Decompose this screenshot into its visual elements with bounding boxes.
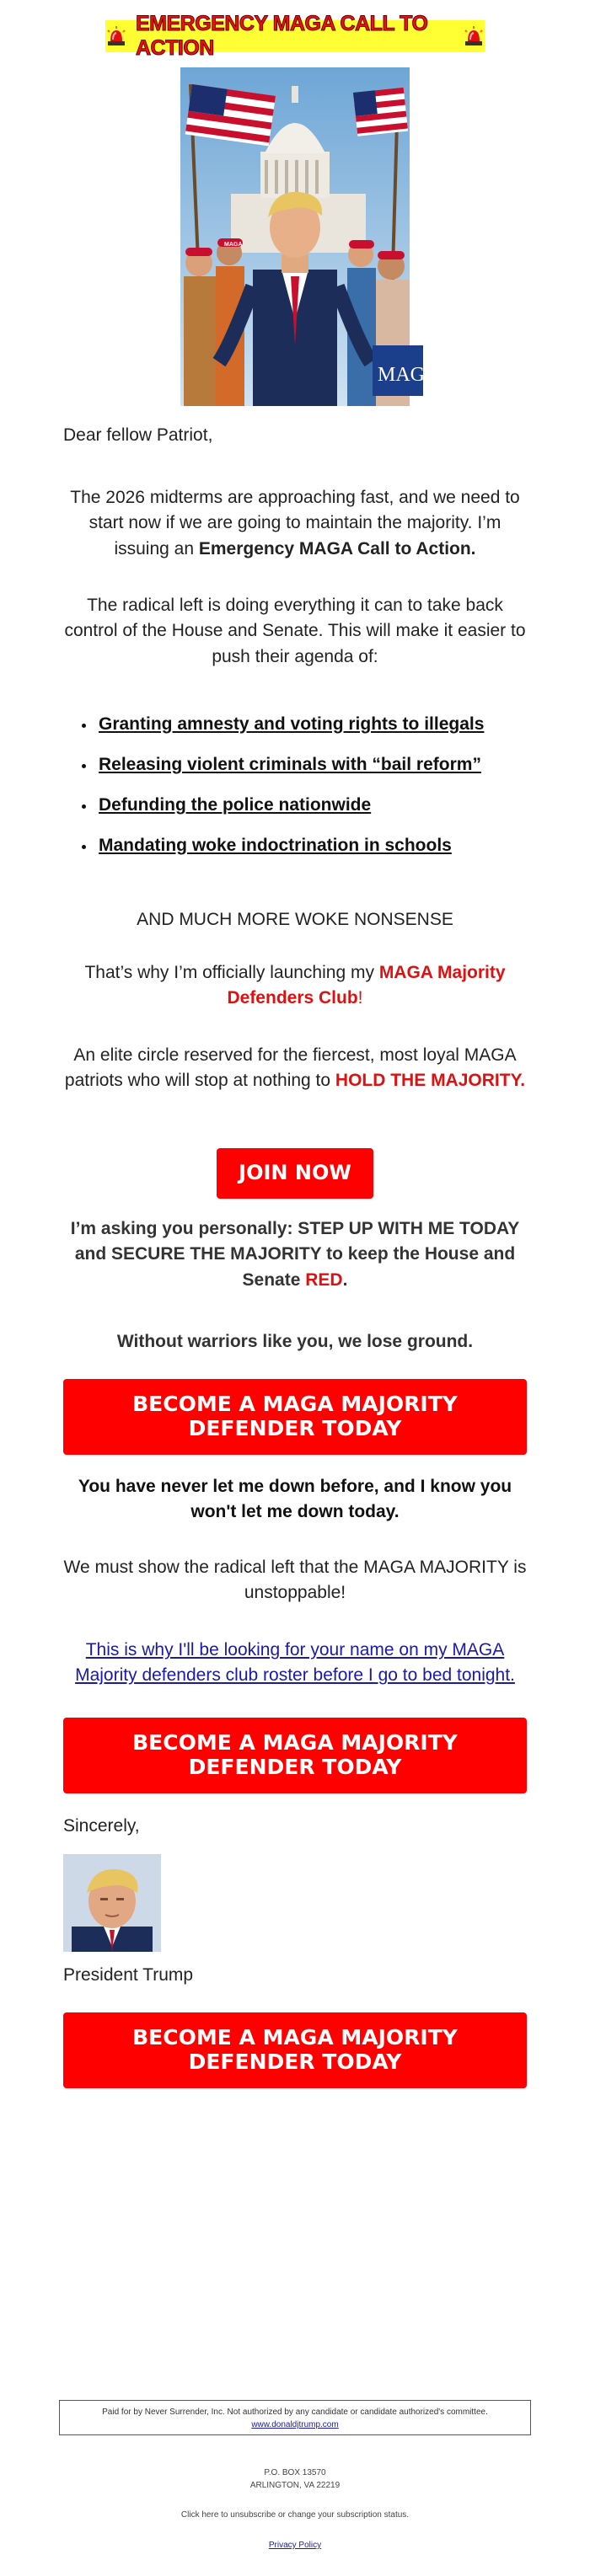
- agenda-list: [80, 714, 535, 876]
- list-item: Releasing violent criminals with “bail reform”: [80, 755, 535, 795]
- sign-label: MAG: [378, 364, 426, 386]
- siren-icon: [463, 25, 485, 47]
- list-item: Granting amnesty and voting rights to illegals: [80, 714, 535, 755]
- roster-link-wrap: [63, 1638, 527, 1689]
- never-let-down-paragraph: You have never let me down before, and I know you won't let me down today.: [78, 1477, 512, 1522]
- unsubscribe-link[interactable]: Click here to unsubscribe or change your subscription status.: [180, 2510, 410, 2520]
- hold-majority-emphasis: HOLD THE MAJORITY.: [335, 1071, 526, 1091]
- roster-link[interactable]: This is why I'll be looking for your name on my MAGA Majority defenders club roster before I go to bed tonight.: [75, 1640, 515, 1686]
- hero-illustration: [180, 67, 426, 406]
- join-now-button[interactable]: JOIN NOW: [217, 1148, 373, 1199]
- paid-for-notice: Paid for by Never Surrender, Inc. Not authorized by any candidate or candidate authorized's committee.: [102, 2408, 488, 2417]
- privacy-policy-wrap: [0, 2541, 590, 2550]
- city-address: ARLINGTON, VA 22219: [249, 2481, 341, 2490]
- greeting: Dear fellow Patriot,: [63, 425, 213, 445]
- unstoppable-paragraph: We must show the radical left that the MAGA MAJORITY is unstoppable!: [63, 1558, 527, 1603]
- list-item: Mandating woke indoctrination in schools: [80, 836, 535, 876]
- cap-label: MAGA: [224, 242, 243, 248]
- ask-paragraph: I’m asking you personally: STEP UP WITH ME TODAY and SECURE THE MAJORITY to keep the House and Senate RED.: [70, 1219, 520, 1290]
- header-banner: [105, 12, 485, 60]
- club-launch-paragraph: That’s why I’m officially launching my MAGA Majority Defenders Club!: [84, 963, 506, 1008]
- woke-line: AND MUCH MORE WOKE NONSENSE: [137, 910, 453, 929]
- become-defender-button[interactable]: BECOME A MAGA MAJORITY DEFENDER TODAY: [63, 2012, 527, 2088]
- intro-paragraph: The 2026 midterms are approaching fast, and we need to start now if we are going to maintain the majority. I’m issuing an Emergency MAGA Call to Action.: [70, 488, 520, 558]
- elite-paragraph: An elite circle reserved for the fiercest, most loyal MAGA patriots who will stop at nothing to HOLD THE MAJORITY.: [64, 1045, 526, 1091]
- club-name: MAGA Majority Defenders Club: [227, 963, 506, 1008]
- agenda-paragraph: The radical left is doing everything it can to take back control of the House and Senate. This will make it easier to push their agenda of:: [64, 596, 526, 666]
- signer-name: President Trump: [63, 1965, 194, 1985]
- president-photo: [63, 1854, 161, 1952]
- po-box: P.O. BOX 13570: [264, 2468, 326, 2477]
- become-defender-button[interactable]: BECOME A MAGA MAJORITY DEFENDER TODAY: [63, 1379, 527, 1455]
- sincerely: Sincerely,: [63, 1816, 140, 1836]
- list-item: Defunding the police nationwide: [80, 795, 535, 836]
- banner-title: EMERGENCY MAGA CALL TO ACTION: [136, 12, 428, 60]
- disclaimer-box: [59, 2400, 531, 2435]
- red-emphasis: RED: [305, 1269, 343, 1290]
- siren-icon: [105, 25, 127, 47]
- call-to-action-emphasis: Emergency MAGA Call to Action.: [198, 538, 476, 558]
- hero-image: [180, 67, 426, 406]
- site-link[interactable]: www.donaldjtrump.com: [251, 2420, 339, 2429]
- portrait-illustration: [63, 1854, 161, 1952]
- become-defender-button[interactable]: BECOME A MAGA MAJORITY DEFENDER TODAY: [63, 1718, 527, 1793]
- privacy-policy-link[interactable]: Privacy Policy: [268, 2541, 322, 2550]
- warriors-line: Without warriors like you, we lose ground.: [116, 1332, 474, 1351]
